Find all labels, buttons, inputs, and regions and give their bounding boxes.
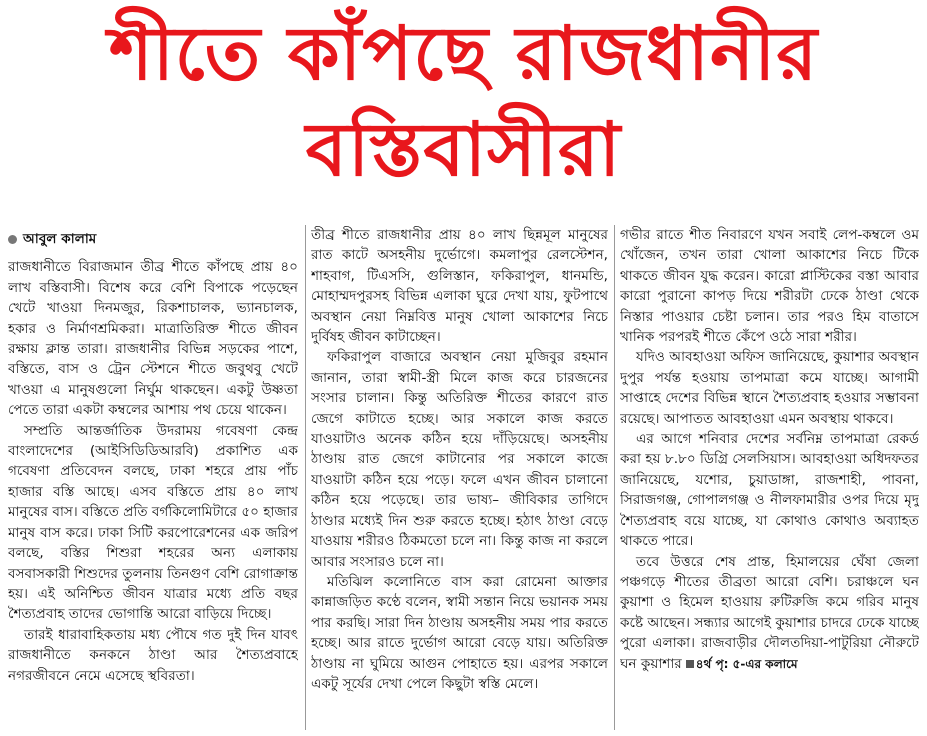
paragraph: তীব্র শীতে রাজধানীর প্রায় ৪০ লাখ ছিন্নমূল মানুষের রাত কাটে অসহনীয় দুর্ভোগে। কমলাপুর রেলস্টেশন, শাহবাগ, টিএসসি, গুলিস্তান, ফকিরাপুল, ধানমন্ডি, মোহাম্মদপুরসহ বিভিন্ন এলাকা ঘুরে দেখা যায়, ফুটপাথে অবস্থান নেয়া নিম্নবিত্ত মানুষ খোলা আকাশের নিচে দুর্বিষহ জীবন কাটাচ্ছেন।: [311, 227, 608, 346]
headline-line-2: বস্তিবাসীরা: [305, 107, 622, 193]
paragraph: তারই ধারাবাহিকতায় মধ্য পৌষে গত দুই দিন যাবৎ রাজধানীতে কনকনে ঠাণ্ডা আর শৈত্যপ্রবাহে নগরজীবনে নেমে এসেছে স্থবিরতা।: [8, 626, 298, 684]
author-name: আবুল কালাম: [23, 231, 97, 247]
paragraph: গভীর রাতে শীত নিবারণে যখন সবাই লেপ-কম্বলে ওম খোঁজেন, তখন তারা খোলা আকাশের নিচে টিকে থাকতে জীবন যুদ্ধ করেন। কারো প্লাস্টিকের বস্তা আবার কারো পুরানো কাপড় দিয়ে শরীরটা ঢেকে ঠাণ্ডা থেকে নিস্তার পাওয়ার চেষ্টা চলান। তার পরও হিম বাতাসে খানিক পরপরই শীতে কেঁপে ওঠে সারা শরীর।: [620, 227, 919, 346]
column-divider: [305, 225, 306, 730]
bullet-icon: [8, 235, 17, 244]
paragraph: যদিও আবহাওয়া অফিস জানিয়েছে, কুয়াশার অবস্থান দুপুর পর্যন্ত হওয়ায় তাপমাত্রা কমে যাচ্ছে। আগামী সাপ্তাহে দেশের বিভিন্ন স্থানে শৈত্যপ্রবাহ হওয়ার সম্ভাবনা রয়েছে। আপাতত আবহাওয়া এমন অবস্থায় থাকবে।: [620, 349, 919, 427]
column-3: [620, 225, 919, 730]
paragraph: এর আগে শনিবার দেশের সর্বনিম্ন তাপমাত্রা রেকর্ড করা হয় ৮.৮০ ডিগ্রি সেলসিয়াস। আবহাওয়া অধিদফতর জানিয়েছে, যশোর, চুয়াডাঙ্গা, রাজশাহী, পাবনা, সিরাজগঞ্জ, গোপালগঞ্জ ও নীলফামারীর ওপর দিয়ে মৃদু শৈত্যপ্রবাহ বয়ে যাচ্ছে, যা কোথাও কোথাও অব্যাহত থাকতে পারে।: [620, 431, 919, 550]
paragraph: মতিঝিল কলোনিতে বাস করা রোমেনা আক্তার কান্নাজড়িত কণ্ঠে বলেন, স্বামী সন্তান নিয়ে ভয়ানক সময় পার করছি। সারা দিন ঠাণ্ডায় অসহনীয় সময় পার করতে হচ্ছে। আর রাতে দুর্ভোগ আরো বেড়ে যায়। অতিরিক্ত ঠাণ্ডায় না ঘুমিয়ে আগুন পোহাতে হয়। এরপর সকালে একটু সূর্যের দেখা পেলে কিছুটা স্বস্তি মেলে।: [311, 573, 608, 692]
column-1: [8, 225, 298, 730]
paragraph: তবে উত্তরে শেষ প্রান্ত, হিমালয়ের ঘেঁষা জেলা পঞ্চগড়ে শীতের তীব্রতা আরো বেশি। চরাঞ্চলে ঘন কুয়াশা ও হিমেল হাওয়ায় রুটিরুজি কমে গরিব মানুষ কষ্টে আছেন। সন্ধ্যার আগেই কুয়াশার চাদরে ঢেকে যাচ্ছে পুরো এলাকা। রাজবাড়ীর দৌলতদিয়া-পাটুরিয়া নৌরুটে ঘন কুয়াশার: [620, 553, 919, 672]
paragraph: রাজধানীতে বিরাজমান তীব্র শীতে কাঁপছে প্রায় ৪০ লাখ বস্তিবাসী। বিশেষ করে বেশি বিপাকে পড়েছেন খেটে খাওয়া দিনমজুর, রিকশাচালক, ভ্যানচালক, হকার ও নির্মাণশ্রমিকরা। মাত্রাতিরিক্ত শীতে জীবন রক্ষায় ক্লান্ত তারা। রাজধানীর বিভিন্ন সড়কের পাশে, বস্তিতে, বাস ও ট্রেন স্টেশনে শীতে জবুথবু খেটে খাওয়া এ মানুষগুলো নির্ঘুম থাকছেন। একটু উষ্ণতা পেতে তারা একটা কম্বলের আশায় পথ চেয়ে থাকেন।: [8, 259, 298, 419]
column-2: [311, 225, 608, 730]
jump-square-icon: [686, 660, 694, 668]
byline: [8, 229, 298, 249]
paragraph: ফকিরাপুল বাজারে অবস্থান নেয়া মুজিবুর রহমান জানান, তারা স্বামী-স্ত্রী মিলে কাজ করে চারজনের সংসার চালান। কিন্তু অতিরিক্ত শীতের কারণে রাত জেগে কাটাতে হচ্ছে। আর সকালে কাজ করতে যাওয়াটাও অনেক কঠিন হয়ে দাঁড়িয়েছে। অসহনীয় ঠাণ্ডায় রাত জেগে কাটানোর পর সকালে কাজে যাওয়াটা কঠিন হয়ে পড়ে। ফলে এখন জীবন চালানো কঠিন হয়ে পড়েছে। তার ভাষ্য– জীবিকার তাগিদে ঠাণ্ডার মধ্যেই দিন শুরু করতে হচ্ছে। হঠাৎ ঠাণ্ডা বেড়ে যাওয়ায় শরীরও ঠিকমতো চলে না। কিন্তু কাজ না করলে আবার সংসারও চলে না।: [311, 349, 608, 570]
column-divider: [614, 225, 615, 730]
paragraph: সম্প্রতি আন্তর্জাতিক উদরাময় গবেষণা কেন্দ্র বাংলাদেশের (আইসিডিডিআরবি) প্রকাশিত এক গবেষণা প্রতিবেদন বলছে, ঢাকা শহরে প্রায় পাঁচ হাজার বস্তি আছে। এসব বস্তিতে প্রায় ৪০ লাখ মানুষের বাস। বস্তিতে প্রতি বর্গকিলোমিটারে ৫০ হাজার মানুষ বাস করে। ঢাকা সিটি করপোরেশনের এক জরিপ বলছে, বস্তির শিশুরা শহরের অন্য এলাকায় বসবাসকারী শিশুদের তুলনায় তিনগুণ বেশি রোগাক্রান্ত হয়। এই অনিশ্চিত জীবন যাত্রার মধ্যে প্রতি বছর শৈত্যপ্রবাহ তাদের ভোগান্তি আরো বাড়িয়ে দিচ্ছে।: [8, 422, 298, 623]
continuation-jump: ৪র্থ পৃ: ৫-এর কলামে: [695, 656, 798, 671]
headline-line-1: শীতে কাঁপছে রাজধানীর: [108, 11, 819, 97]
paragraph-with-jump: [620, 552, 919, 674]
headline: [0, 0, 927, 200]
article-body: [8, 225, 919, 730]
